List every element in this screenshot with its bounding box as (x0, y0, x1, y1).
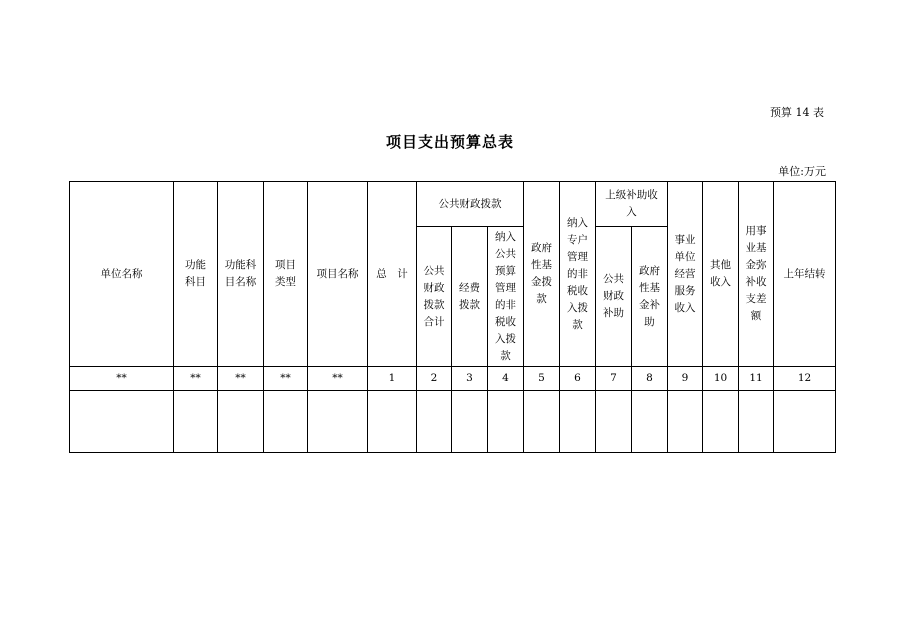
unit-label: 单位:万元 (778, 165, 826, 178)
page-title: 项目支出预算总表 (385, 133, 514, 151)
data-cell[interactable] (488, 391, 524, 453)
index-cell: 1 (368, 367, 417, 391)
index-cell: 4 (488, 367, 524, 391)
header-superior-public: 公共财政补助 (596, 227, 632, 367)
header-project-type: 项目类型 (264, 182, 308, 367)
data-cell[interactable] (774, 391, 836, 453)
budget-table (69, 181, 836, 453)
index-cell: 8 (632, 367, 668, 391)
index-cell: ** (308, 367, 368, 391)
index-cell: ** (70, 367, 174, 391)
header-nontax-special: 纳入专户管理的非税收入拨款 (560, 182, 596, 367)
index-cell: 11 (739, 367, 774, 391)
header-func-subject: 功能科目 (174, 182, 218, 367)
header-public-subtotal: 公共财政拨款合计 (417, 227, 452, 367)
header-fund-makeup: 用事业基金弥补收支差额 (739, 182, 774, 367)
data-cell[interactable] (368, 391, 417, 453)
data-cell[interactable] (174, 391, 218, 453)
data-cell[interactable] (308, 391, 368, 453)
index-cell: ** (174, 367, 218, 391)
index-cell: 10 (703, 367, 739, 391)
header-business-income: 事业单位经营服务收入 (668, 182, 703, 367)
data-cell[interactable] (668, 391, 703, 453)
table-row-empty (70, 391, 836, 453)
table-number-label: 预算 14 表 (770, 106, 824, 119)
data-cell[interactable] (703, 391, 739, 453)
data-cell[interactable] (264, 391, 308, 453)
header-total: 总 计 (368, 182, 417, 367)
header-gov-fund: 政府性基金拨款 (524, 182, 560, 367)
data-cell[interactable] (632, 391, 668, 453)
header-project-name: 项目名称 (308, 182, 368, 367)
data-cell[interactable] (596, 391, 632, 453)
data-cell[interactable] (417, 391, 452, 453)
header-funding: 经费拨款 (452, 227, 488, 367)
header-carryover: 上年结转 (774, 182, 836, 367)
data-cell[interactable] (524, 391, 560, 453)
index-cell: 6 (560, 367, 596, 391)
index-cell: ** (264, 367, 308, 391)
header-group-superior-subsidy: 上级补助收入 (596, 182, 668, 227)
data-cell[interactable] (70, 391, 174, 453)
header-superior-gov-fund: 政府性基金补助 (632, 227, 668, 367)
index-cell: 7 (596, 367, 632, 391)
data-cell[interactable] (452, 391, 488, 453)
header-group-public-finance: 公共财政拨款 (417, 182, 524, 227)
index-cell: 2 (417, 367, 452, 391)
index-cell: 5 (524, 367, 560, 391)
index-cell: 12 (774, 367, 836, 391)
data-cell[interactable] (218, 391, 264, 453)
index-cell: ** (218, 367, 264, 391)
header-nontax-public: 纳入公共预算管理的非税收入拨款 (488, 227, 524, 367)
data-cell[interactable] (739, 391, 774, 453)
index-cell: 3 (452, 367, 488, 391)
header-func-subject-name: 功能科目名称 (218, 182, 264, 367)
data-cell[interactable] (560, 391, 596, 453)
index-cell: 9 (668, 367, 703, 391)
header-other-income: 其他收入 (703, 182, 739, 367)
table-row-index (70, 367, 836, 391)
header-unit-name: 单位名称 (70, 182, 174, 367)
